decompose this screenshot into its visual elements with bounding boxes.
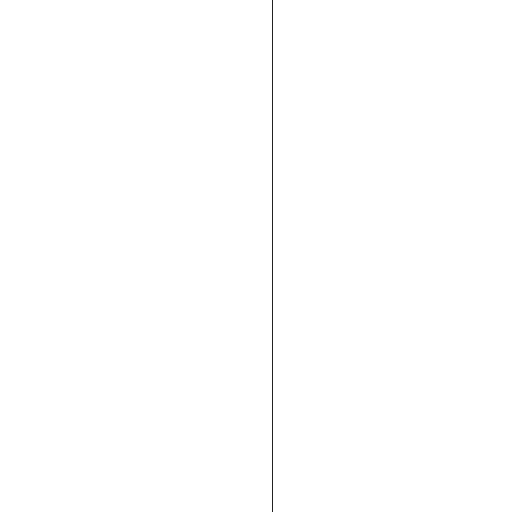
column-divider [272, 0, 273, 512]
